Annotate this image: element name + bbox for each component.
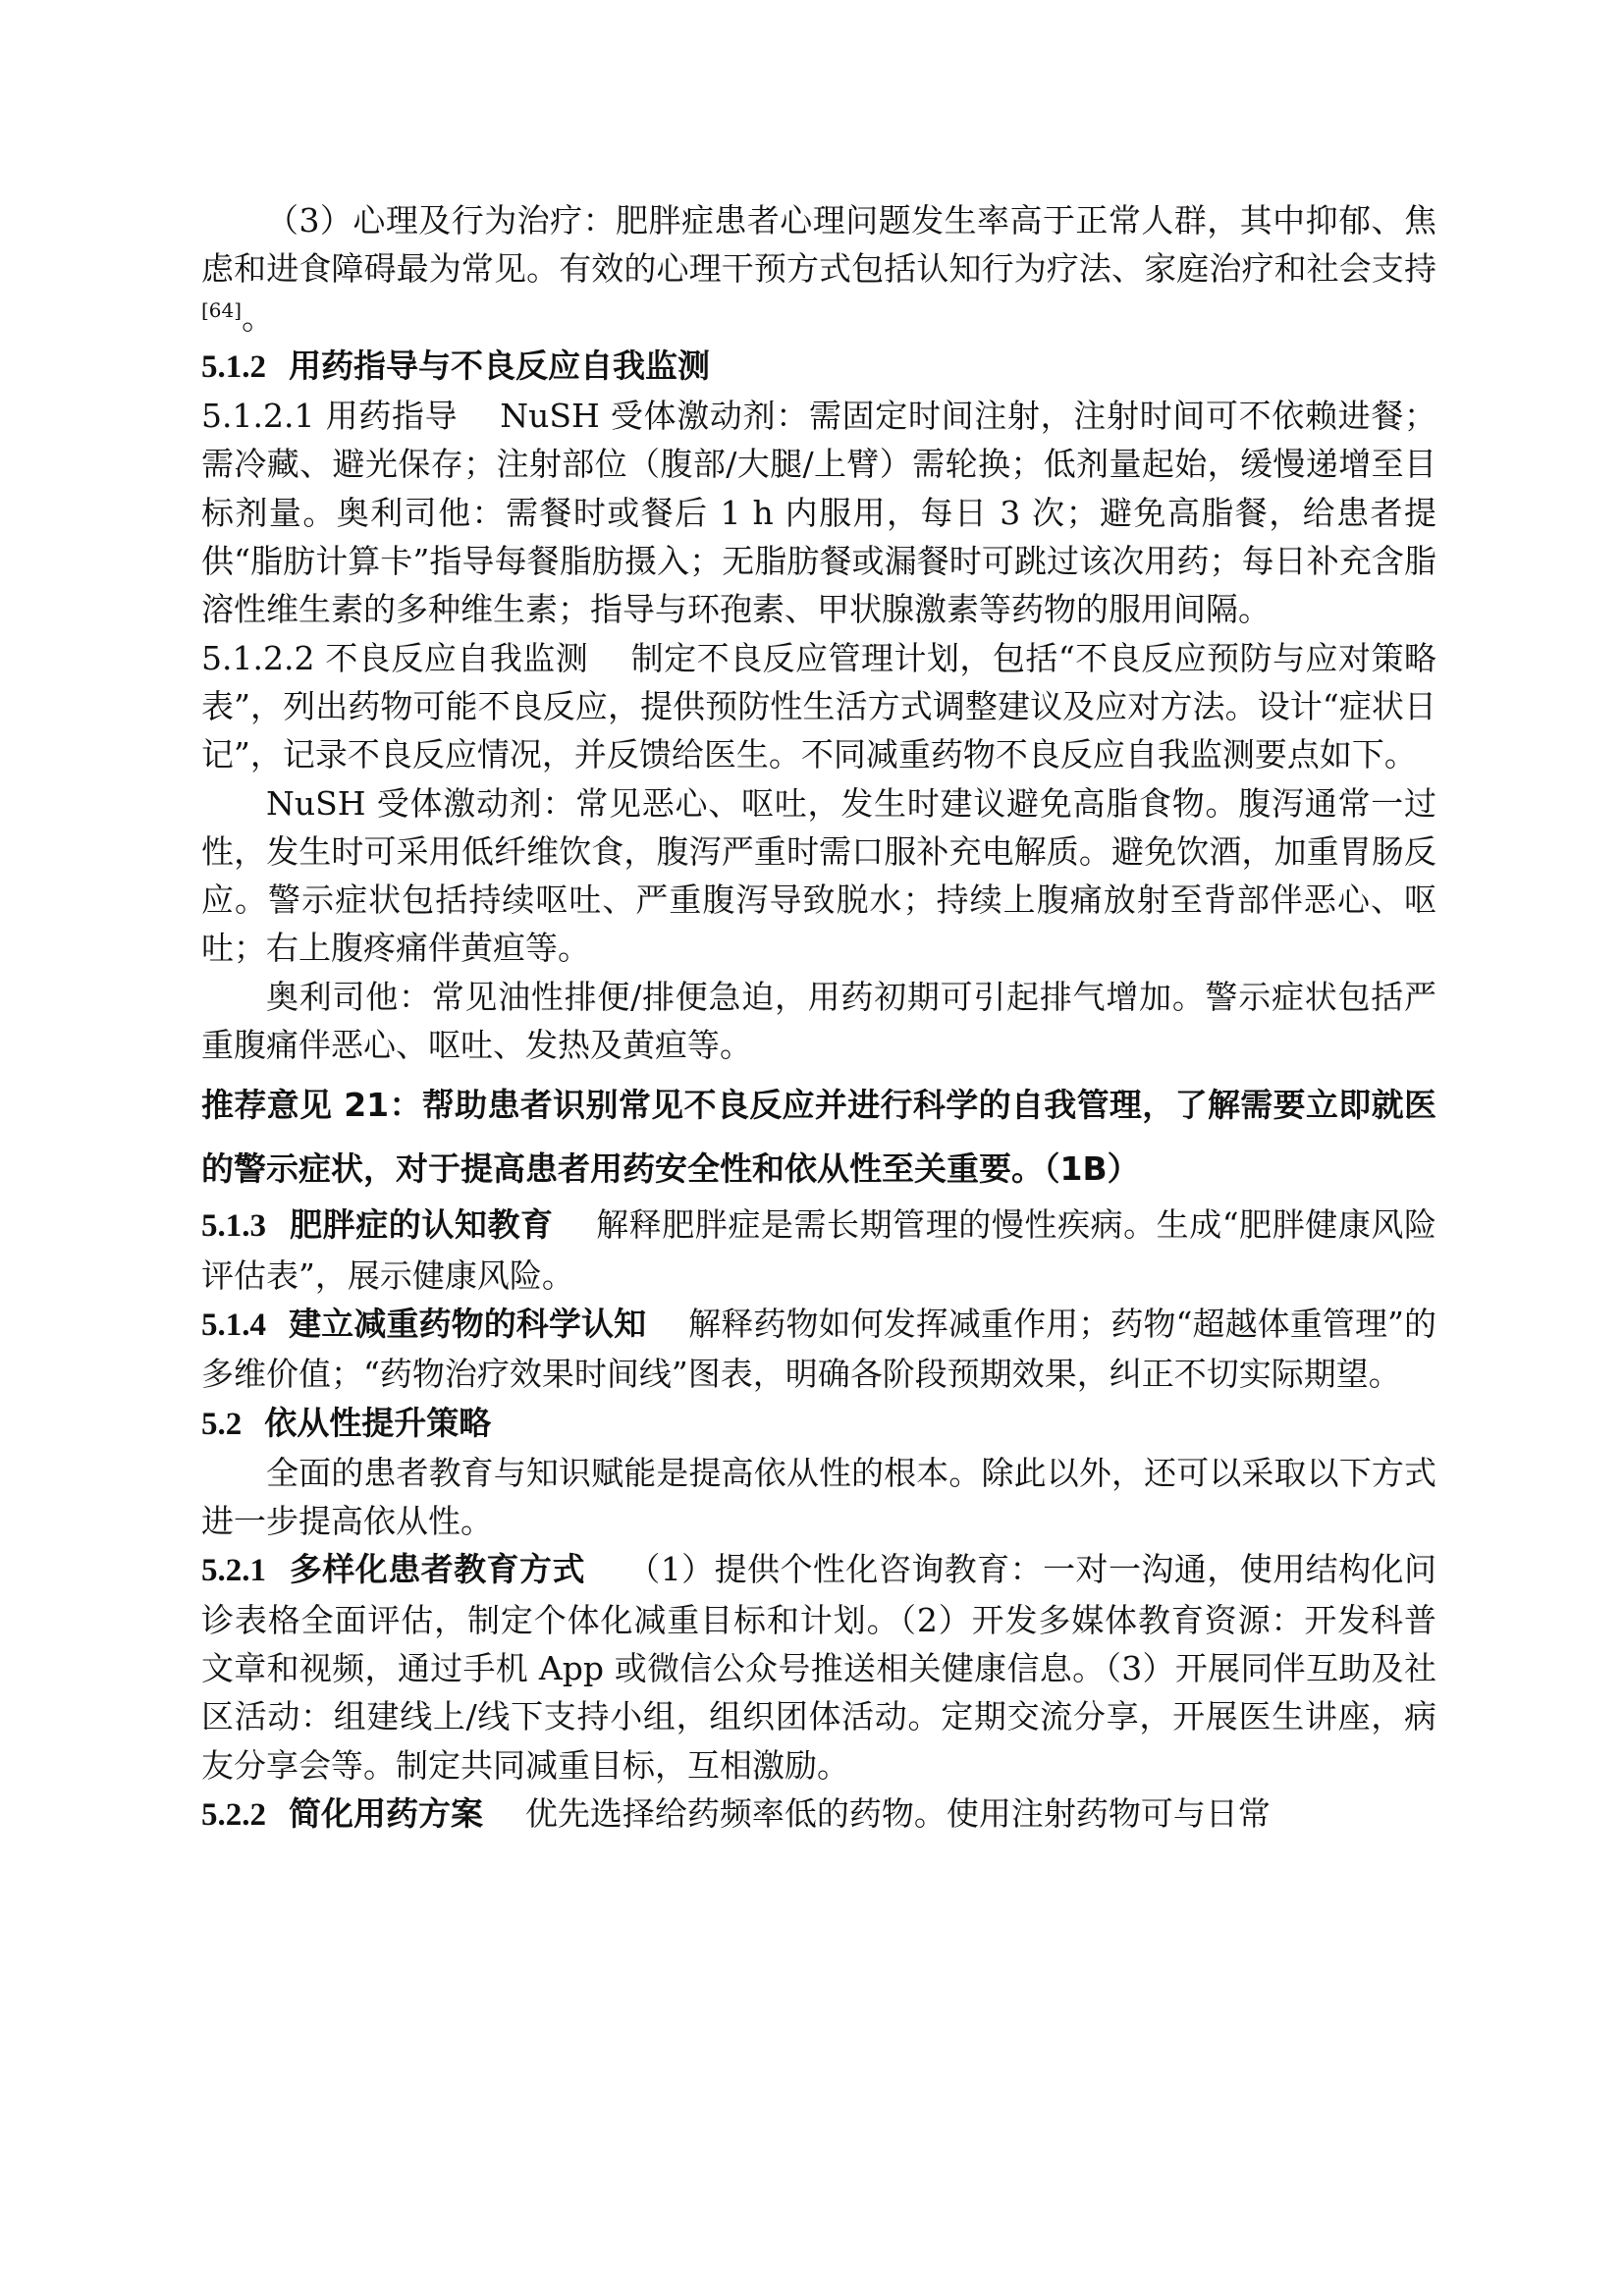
heading-5-2	[201, 1399, 1436, 1449]
subheading-number: 5.1.2.1	[201, 397, 315, 436]
section-5-2-2	[201, 1789, 1436, 1840]
recommendation-21: 推荐意见 21：帮助患者识别常见不良反应并进行科学的自我管理，了解需要立即就医的警示症状，对于提高患者用药安全性和依从性至关重要。（1B）	[201, 1086, 1436, 1189]
subheading-number: 5.1.2.2	[201, 638, 315, 677]
heading-5-1-4	[201, 1305, 646, 1343]
heading-title: 依从性提升策略	[264, 1403, 492, 1442]
heading-title: 肥胖症的认知教育	[290, 1205, 554, 1245]
paragraph-text: 解释肥胖症是需长期管理的慢性疾病。生成“肥胖健康风险评估表”，展示健康风险。	[201, 1205, 1436, 1295]
section-5-2-1	[201, 1545, 1436, 1789]
heading-number: 5.1.4	[201, 1307, 266, 1343]
period: 。	[242, 297, 275, 337]
heading-number: 5.2.2	[201, 1796, 266, 1833]
heading-5-1-2	[201, 342, 1436, 392]
section-5-1-2-1	[201, 392, 1436, 633]
heading-title: 建立减重药物的科学认知	[289, 1304, 647, 1343]
heading-5-2-2	[201, 1794, 483, 1833]
heading-number: 5.2	[201, 1406, 243, 1442]
section-5-1-4	[201, 1300, 1436, 1399]
heading-title: 用药指导与不良反应自我监测	[288, 346, 710, 385]
subheading-title: 不良反应自我监测	[325, 638, 589, 677]
paragraph-psychological-therapy	[201, 196, 1436, 342]
paragraph-text: 优先选择给药频率低的药物。使用注射药物可与日常	[524, 1793, 1271, 1833]
paragraph-text: 制定不良反应管理计划，包括“不良反应预防与应对策略表”，列出药物可能不良反应，提供预防性生活方式调整建议及应对方法。设计“症状日记”，记录不良反应情况，并反馈给医生。不同减重药物不良反应自我监测要点如下。	[201, 638, 1436, 774]
heading-number: 5.2.1	[201, 1553, 266, 1589]
heading-title: 多样化患者教育方式	[289, 1550, 585, 1589]
document-page	[201, 196, 1436, 1840]
reference-64: [64]	[201, 297, 243, 322]
heading-number: 5.1.3	[201, 1208, 266, 1245]
section-5-1-3	[201, 1201, 1436, 1300]
paragraph-orlistat: 奥利司他：常见油性排便/排便急迫，用药初期可引起排气增加。警示症状包括严重腹痛伴恶心、呕吐、发热及黄疸等。	[201, 977, 1436, 1065]
heading-5-2-1	[201, 1550, 585, 1588]
section-5-1-2-2	[201, 634, 1436, 779]
paragraph-5-2: 全面的患者教育与知识赋能是提高依从性的根本。除此以外，还可以采取以下方式进一步提高依从性。	[201, 1453, 1436, 1541]
paragraph-nush-agonist: NuSH 受体激动剂：常见恶心、呕吐，发生时建议避免高脂食物。腹泻通常一过性，发生时可采用低纤维饮食，腹泻严重时需口服补充电解质。避免饮酒，加重胃肠反应。警示症状包括持续呕吐、严重腹泻导致脱水；持续上腹痛放射至背部伴恶心、呕吐；右上腹疼痛伴黄疸等。	[201, 783, 1436, 968]
paragraph-text: （3）心理及行为治疗：肥胖症患者心理问题发生率高于正常人群，其中抑郁、焦虑和进食障碍最为常见。有效的心理干预方式包括认知行为疗法、家庭治疗和社会支持	[201, 201, 1436, 289]
paragraph-text: NuSH 受体激动剂：需固定时间注射，注射时间可不依赖进餐；需冷藏、避光保存；注射部位（腹部/大腿/上臂）需轮换；低剂量起始，缓慢递增至目标剂量。奥利司他：需餐时或餐后 1 h 内服用，每日 3 次；避免高脂餐，给患者提供“脂肪计算卡”指导每餐脂肪摄入；无脂肪餐或漏餐时可跳过该次用药；每日补充含脂溶性维生素的多种维生素；指导与环孢素、甲状腺激素等药物的服用间隔。	[201, 397, 1436, 629]
paragraph-text: （1）提供个性化咨询教育：一对一沟通，使用结构化问诊表格全面评估，制定个体化减重目标和计划。（2）开发多媒体教育资源：开发科普文章和视频，通过手机 App 或微信公众号推送相关健康信息。（3）开展同伴互助及社区活动：组建线上/线下支持小组，组织团体活动。定期交流分享，开展医生讲座，病友分享会等。制定共同减重目标，互相激励。	[201, 1550, 1436, 1785]
subheading-title: 用药指导	[325, 397, 459, 436]
paragraph-text: 解释药物如何发挥减重作用；药物“超越体重管理”的多维价值；“药物治疗效果时间线”图表，明确各阶段预期效果，纠正不切实际期望。	[201, 1304, 1437, 1394]
heading-title: 简化用药方案	[288, 1793, 483, 1833]
heading-5-1-3	[201, 1205, 554, 1244]
heading-number: 5.1.2	[201, 348, 266, 385]
